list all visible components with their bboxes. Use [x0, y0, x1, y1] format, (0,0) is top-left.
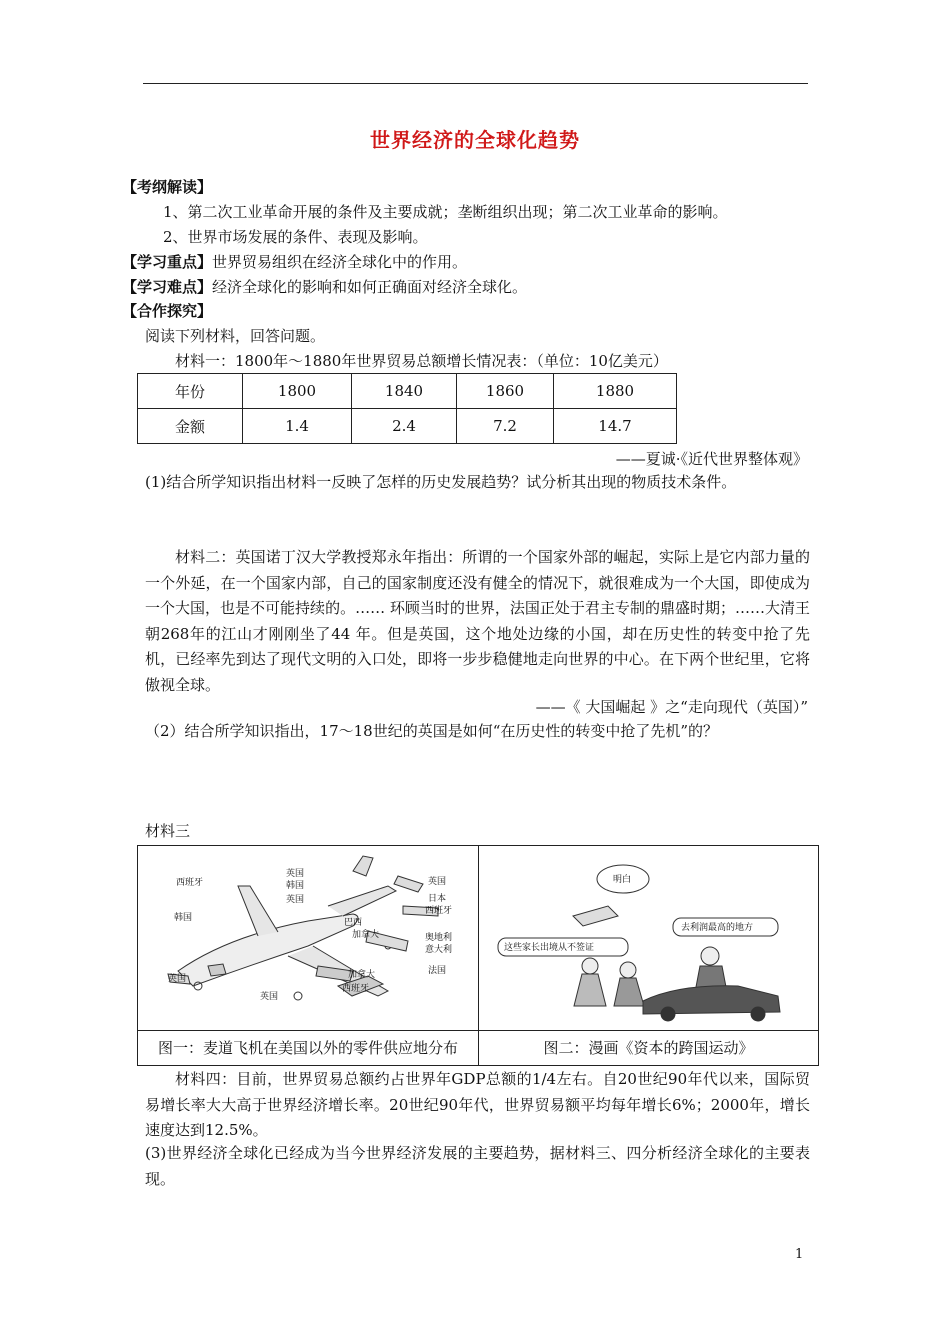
figure-1-caption: 图一：麦道飞机在美国以外的零件供应地分布	[138, 1031, 479, 1066]
difficulty-text: 经济全球化的影响和如何正确面对经济全球化。	[212, 278, 528, 296]
fig1-label: 加拿大	[352, 930, 380, 940]
material2-source: ——《 大国崛起 》之“走向现代（英国）”	[535, 698, 808, 716]
material2-text: 材料二：英国诺丁汉大学教授郑永年指出：所谓的一个国家外部的崛起，实际上是它内部力量的一个外延，在一个国家内部，自己的国家制度还没有健全的情况下，就很难成为一个大国，即使成为一个大国，也是不可能持续的。…… 环顾当时的世界，法国正处于君主专制的鼎盛时期；……大清王朝268年的江山才刚刚坐了44 年。但是英国，这个地处边缘的小国，却在历史性的转变中抢了先机，已经率先到达了现代文明的入口处，即将一步步稳健地走向世界的中心。在下两个世纪里，它将傲视全球。	[145, 548, 810, 694]
material1-caption: 材料一：1800年～1880年世界贸易总额增长情况表：（单位：10亿美元）	[175, 352, 668, 370]
fig1-label: 加拿大	[348, 970, 376, 980]
airplane-parts-illustration	[138, 846, 478, 1030]
fig1-label: 英国	[286, 895, 305, 905]
page-number: 1	[795, 1247, 804, 1262]
focus-line	[122, 251, 467, 273]
fig1-label: 英国	[168, 974, 187, 984]
table-cell: 1880	[554, 374, 677, 409]
fig1-label: 意大利	[425, 945, 453, 955]
fig1-label: 英国	[428, 877, 447, 887]
table-cell: 1860	[457, 374, 554, 409]
fig1-label: 英国	[286, 869, 305, 879]
capital-cartoon-illustration	[478, 846, 818, 1030]
question-1: (1)结合所学知识指出材料一反映了怎样的历史发展趋势？试分析其出现的物质技术条件。	[145, 473, 737, 491]
fig2-bubble: 去利润最高的地方	[681, 923, 754, 933]
fig1-label: 巴西	[344, 918, 363, 928]
table-cell: 7.2	[457, 409, 554, 444]
figure-1-image	[138, 846, 479, 1030]
table-cell: 2.4	[352, 409, 457, 444]
explore-heading: 【合作探究】	[122, 302, 213, 320]
header-rule	[143, 83, 808, 84]
fig1-label: 韩国	[174, 913, 193, 923]
table-row	[138, 374, 677, 409]
focus-text: 世界贸易组织在经济全球化中的作用。	[212, 253, 468, 271]
table-cell: 1800	[243, 374, 352, 409]
fig2-bubble: 这些家长出境从不签证	[504, 943, 595, 953]
fig1-label: 韩国	[286, 881, 305, 891]
table-cell: 14.7	[554, 409, 677, 444]
explore-intro: 阅读下列材料，回答问题。	[145, 327, 326, 345]
gangyao-item-1: 1、第二次工业革命开展的条件及主要成就；垄断组织出现；第二次工业革命的影响。	[163, 203, 728, 221]
fig1-label: 西班牙	[176, 878, 204, 888]
table-cell: 1.4	[243, 409, 352, 444]
gangyao-heading: 【考纲解读】	[122, 178, 213, 196]
focus-label: 【学习重点】	[122, 253, 213, 271]
table-cell: 1840	[352, 374, 457, 409]
page-title: 世界经济的全球化趋势	[370, 128, 580, 152]
figure-2-caption: 图二：漫画《资本的跨国运动》	[543, 1039, 754, 1057]
table-cell: 年份	[138, 374, 243, 409]
gangyao-item-2: 2、世界市场发展的条件、表现及影响。	[163, 228, 428, 246]
difficulty-label: 【学习难点】	[122, 278, 213, 296]
fig1-label: 日本	[428, 894, 447, 904]
material3-figure-table	[137, 845, 819, 1066]
fig1-label: 奥地利	[425, 933, 453, 943]
figure-caption-row	[138, 1030, 818, 1066]
question-3: (3)世界经济全球化已经成为当今世界经济发展的主要趋势，据材料三、四分析经济全球化的主要表现。	[145, 1144, 810, 1188]
fig2-bubble: 明白	[613, 875, 632, 885]
material1-source: ——夏诚·《近代世界整体观》	[615, 450, 808, 468]
question-2: （2）结合所学知识指出，17～18世纪的英国是如何“在历史性的转变中抢了先机”的？	[145, 722, 719, 740]
difficulty-line	[122, 276, 527, 298]
fig1-label: 西班牙	[342, 984, 370, 994]
table-cell: 金额	[138, 409, 243, 444]
trade-table	[137, 373, 677, 444]
material4-text: 材料四：目前，世界贸易总额约占世界年GDP总额的1/4左右。自20世纪90年代以来，国际贸易增长率大大高于世界经济增长率。20世纪90年代，世界贸易额平均每年增长6%；2000年，增长速度达到12.5%。	[145, 1070, 810, 1139]
figure-2-image	[478, 846, 818, 1030]
material3-label: 材料三	[145, 822, 191, 840]
table-row	[138, 409, 677, 444]
fig1-label: 英国	[260, 992, 279, 1002]
fig1-label: 法国	[428, 966, 447, 976]
fig1-label: 西班牙	[425, 906, 453, 916]
